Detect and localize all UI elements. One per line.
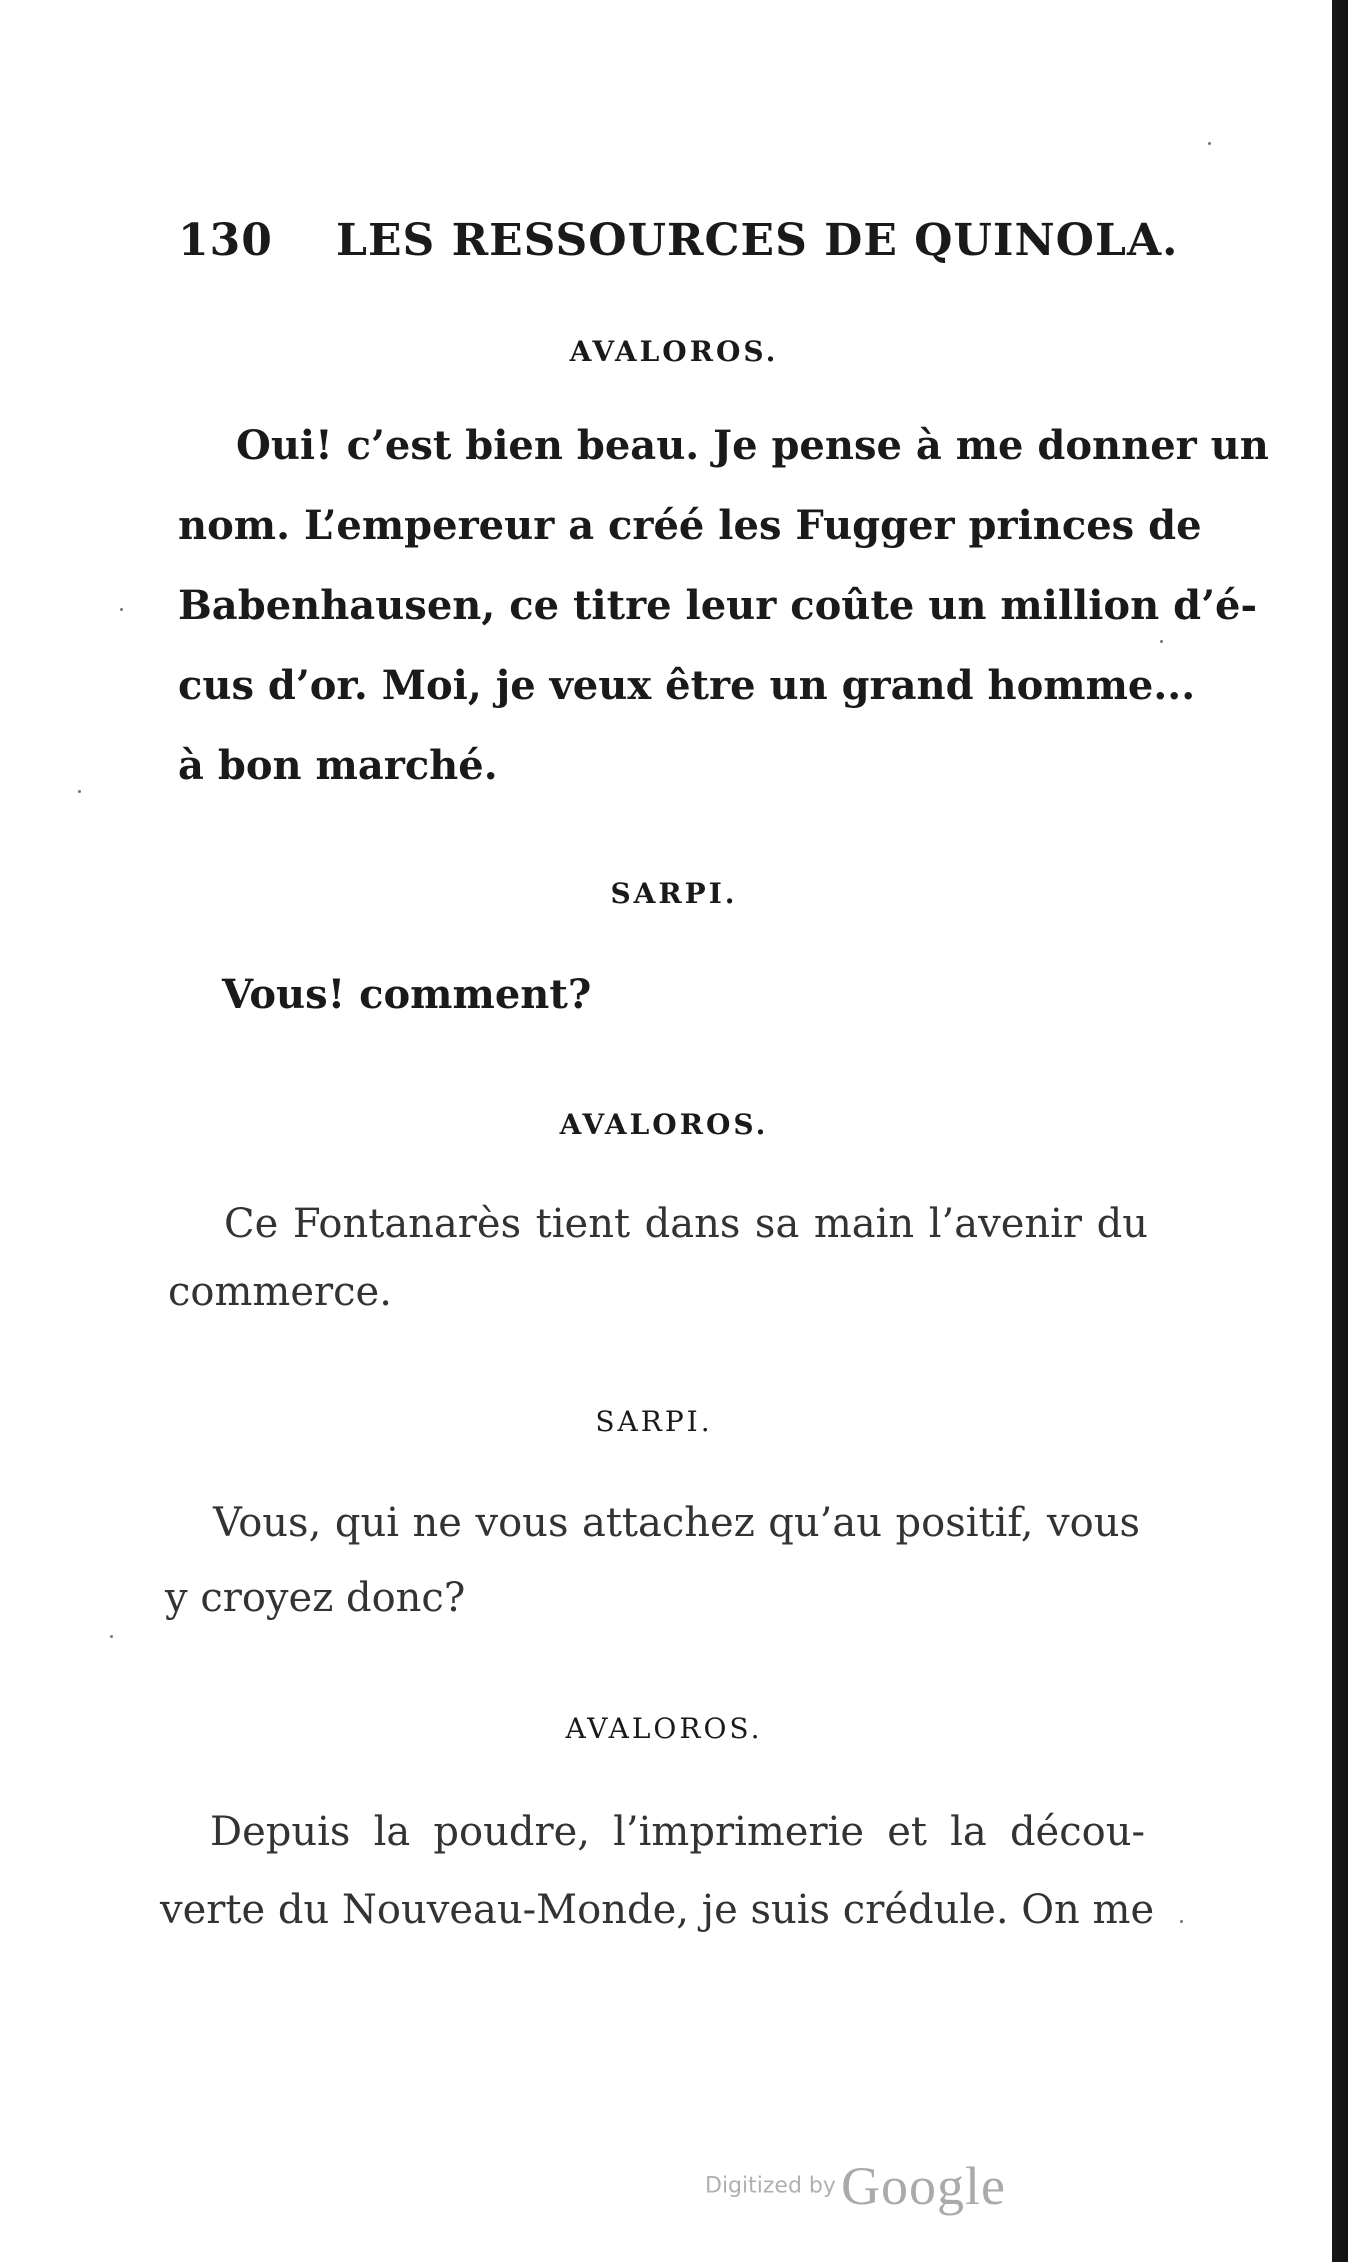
text-line: y croyez donc?	[165, 1575, 466, 1621]
text-line: Babenhausen, ce titre leur coûte un million d’é-	[178, 582, 1258, 629]
dust-speck	[120, 608, 123, 611]
text-line: Vous, qui ne vous attachez qu’au positif, vous	[213, 1500, 1140, 1546]
dust-speck	[1180, 1920, 1183, 1923]
speech-paragraph	[178, 406, 1269, 806]
speech-paragraph	[222, 955, 1202, 1035]
speech-paragraph	[165, 1486, 1145, 1636]
digitized-label: Digitized by	[705, 2173, 836, 2199]
digitized-watermark	[705, 2155, 1006, 2217]
text-line: à bon marché.	[178, 742, 498, 789]
running-title: LES RESSOURCES DE QUINOLA.	[336, 215, 1179, 266]
text-line: Oui! c’est bien beau. Je pense à me donner un	[236, 422, 1269, 469]
text-line: Ce Fontanarès tient dans sa main l’avenir du	[224, 1201, 1148, 1247]
speech-paragraph	[168, 1190, 1148, 1326]
dust-speck	[78, 790, 81, 793]
dust-speck	[1160, 640, 1163, 643]
text-line: Depuis la poudre, l’imprimerie et la décou-	[210, 1809, 1145, 1855]
speaker-label: AVALOROS.	[565, 1712, 763, 1745]
text-line: verte du Nouveau-Monde, je suis crédule. On me	[160, 1887, 1155, 1933]
page-number: 130	[178, 215, 273, 266]
text-line: Vous! comment?	[222, 971, 592, 1018]
speaker-label: AVALOROS.	[559, 1108, 769, 1141]
dust-speck	[1208, 142, 1211, 145]
text-line: cus d’or. Moi, je veux être un grand homme...	[178, 662, 1196, 709]
speech-paragraph	[160, 1793, 1155, 1949]
text-line: nom. L’empereur a créé les Fugger princes de	[178, 502, 1202, 549]
speaker-label: AVALOROS.	[569, 335, 779, 368]
text-line: commerce.	[168, 1269, 392, 1315]
dust-speck	[110, 1635, 113, 1638]
speaker-label: SARPI.	[595, 1405, 713, 1438]
speaker-label: SARPI.	[610, 877, 738, 910]
google-logo: Google	[841, 2156, 1006, 2216]
running-header	[178, 215, 1179, 271]
